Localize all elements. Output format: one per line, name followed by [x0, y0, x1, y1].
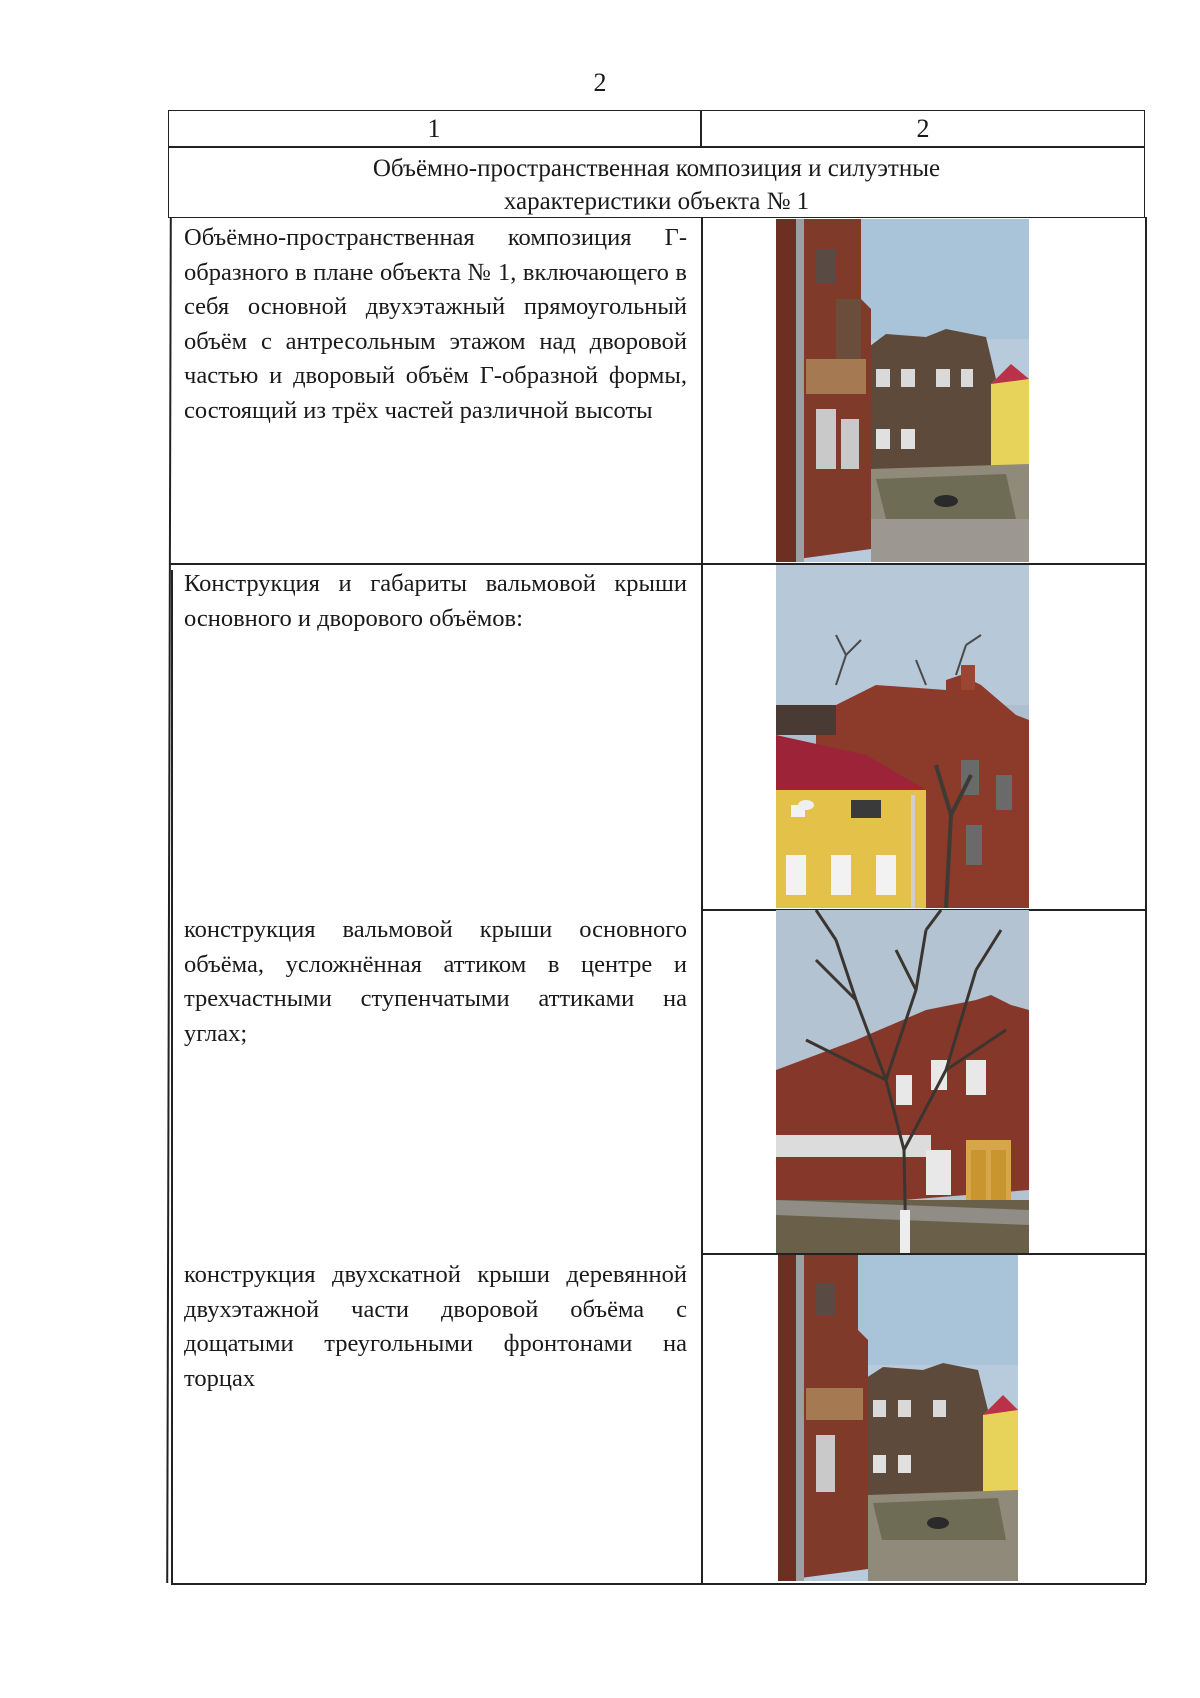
brick-and-yellow-building-photo [776, 565, 1029, 908]
header-divider [168, 146, 1145, 148]
row-2-text: Конструкция и габариты вальмовой крыши основного и дворового объёмов: [184, 570, 687, 632]
brick-building-with-tree-photo [776, 910, 1029, 1253]
courtyard-wooden-part-photo [778, 1255, 1018, 1581]
section-title-line1: Объёмно-пространственная композиция и силуэтные [372, 155, 941, 182]
courtyard-building-photo [776, 219, 1029, 562]
row-3-text: конструкция вальмовой крыши основного объёма, усложнённая аттиком в центре и трехчастными ступенчатыми аттиками на углах; [184, 916, 687, 1047]
page-number: 2 [593, 68, 607, 97]
body-left-border-lower [171, 570, 173, 1583]
row-4-text: конструкция двухскатной крыши деревянной двухэтажной части дворовой объёма с дощатыми треугольными фронтонами на торцах [184, 1261, 687, 1392]
section-title-line2: характеристики объекта № 1 [503, 188, 810, 215]
body-column-divider [701, 217, 703, 1583]
column-header-1: 1 [427, 114, 441, 143]
row-1-text: Объёмно-пространственная композиция Г-образного в плане объекта № 1, включающего в себя основной двухэтажный прямоугольный объём с антресольным этажом над дворовой частью и дворовый объём Г-образной формы, состоящий из трёх частей различной высоты [184, 224, 687, 424]
table-bottom-border [171, 1583, 1146, 1585]
body-right-border [1145, 217, 1147, 1583]
column-header-2: 2 [916, 114, 930, 143]
